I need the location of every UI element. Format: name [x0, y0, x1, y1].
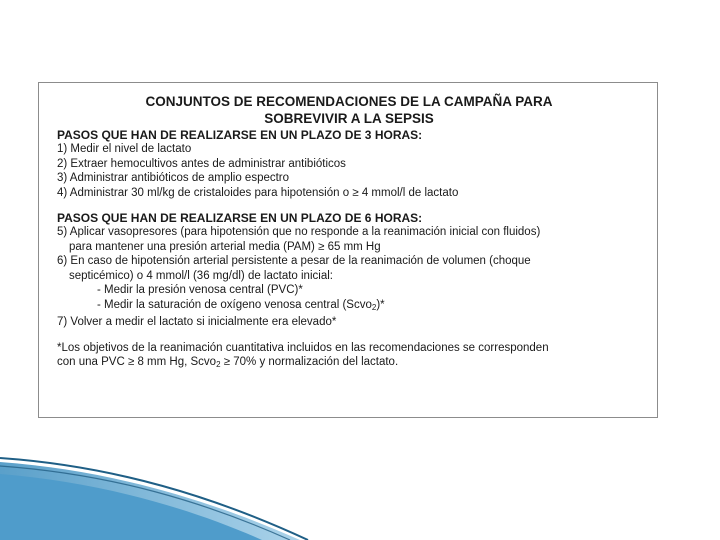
list-item: 2) Extraer hemocultivos antes de administrar antibióticos	[57, 157, 346, 170]
sepsis-recommendations-box	[38, 82, 658, 418]
footnote-line1: *Los objetivos de la reanimación cuantitativa incluidos en las recomendaciones se corresponden	[57, 341, 549, 354]
footnote-line2	[57, 355, 641, 373]
box-title	[57, 93, 641, 127]
footnote-line2-text: con una PVC ≥ 8 mm Hg, Scvo	[57, 356, 217, 368]
list-item: 3) Administrar antibióticos de amplio espectro	[57, 172, 290, 184]
section-6-hours	[57, 211, 641, 330]
list-subitem-scvo2	[57, 298, 641, 316]
section-6-hours-heading: PASOS QUE HAN DE REALIZARSE EN UN PLAZO DE 6 HORAS:	[57, 211, 423, 225]
scvo2-suffix: )*	[376, 298, 385, 311]
footnote-line2-suffix: ≥ 70% y normalización del lactato.	[220, 356, 399, 368]
box-title-line1: CONJUNTOS DE RECOMENDACIONES DE LA CAMPAÑA PARA	[145, 94, 553, 109]
list-subitem-pvc: - Medir la presión venosa central (PVC)*	[97, 284, 303, 296]
list-item-7: 7) Volver a medir el lactato si inicialmente era elevado*	[57, 316, 337, 328]
subscript-2: 2	[371, 302, 377, 312]
footnote	[57, 341, 641, 373]
swoosh-light	[0, 462, 300, 540]
swoosh-mid	[0, 474, 262, 540]
swoosh-dark-line	[0, 458, 308, 540]
list-item-5-line2: para mantener una presión arterial media (PAM) ≥ 65 mm Hg	[69, 240, 381, 253]
section-3-hours-heading: PASOS QUE HAN DE REALIZARSE EN UN PLAZO DE 3 HORAS:	[57, 128, 423, 142]
scvo2-text: - Medir la saturación de oxígeno venosa central (Scvo	[97, 298, 372, 311]
list-item: 4) Administrar 30 ml/kg de cristaloides para hipotensión o ≥ 4 mmol/l de lactato	[57, 186, 459, 199]
list-item-6-line1: 6) En caso de hipotensión arterial persistente a pesar de la reanimación de volumen (choque	[57, 255, 531, 267]
list-item: 1) Medir el nivel de lactato	[57, 143, 192, 155]
section-3-hours	[57, 128, 641, 200]
list-item-5-line1: 5) Aplicar vasopresores (para hipotensión que no responde a la reanimación inicial con fluidos)	[57, 226, 541, 238]
list-item-6-line2: septicémico) o 4 mmol/l (36 mg/dl) de lactato inicial:	[69, 269, 333, 282]
box-title-line2: SOBREVIVIR A LA SEPSIS	[264, 111, 434, 126]
swoosh-dark-line-2	[0, 466, 290, 540]
subscript-2: 2	[216, 360, 221, 369]
